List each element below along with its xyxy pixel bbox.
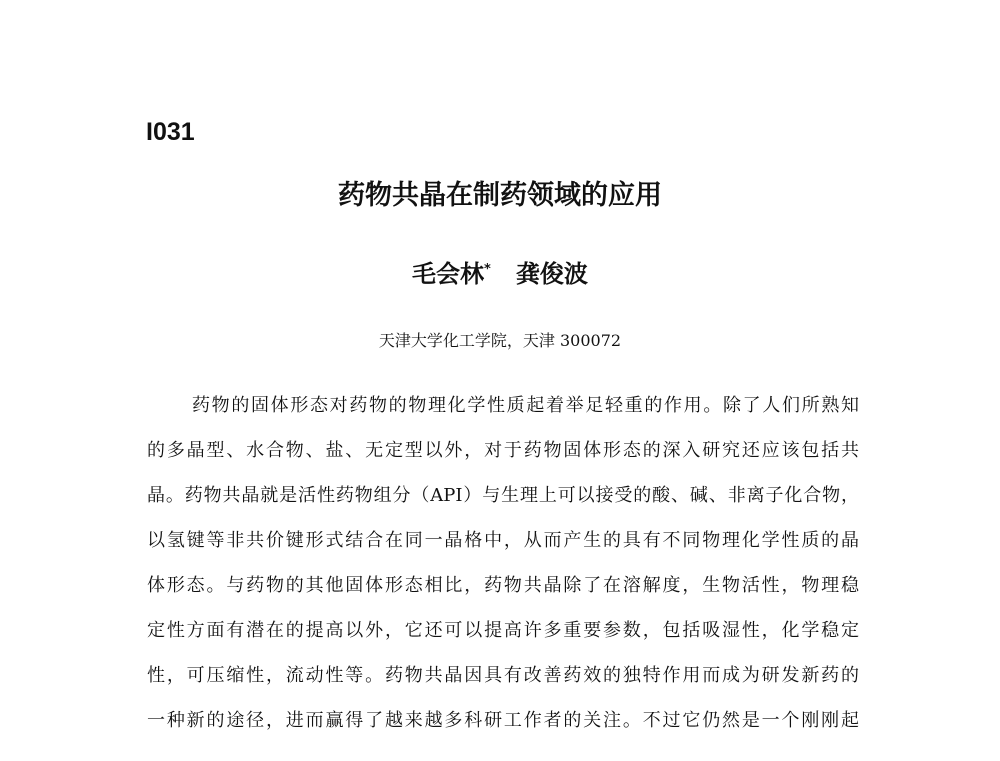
- paragraph-line: 以氢键等非共价键形式结合在同一晶格中，从而产生的具有不同物理化学性质的晶: [147, 530, 859, 551]
- paragraph-line: 定性方面有潜在的提高以外，它还可以提高许多重要参数，包括吸湿性，化学稳定: [147, 620, 859, 641]
- paragraph-line: 晶。药物共晶就是活性药物组分（API）与生理上可以接受的酸、碱、非离子化合物，: [147, 485, 859, 506]
- paragraph-line: 体形态。与药物的其他固体形态相比，药物共晶除了在溶解度，生物活性，物理稳: [147, 575, 859, 596]
- author-name: 龚俊波: [515, 260, 588, 288]
- author-name: 毛会林: [412, 260, 485, 288]
- abstract-paragraph: [147, 392, 859, 752]
- paragraph-line: 一种新的途径，进而赢得了越来越多科研工作者的关注。不过它仍然是一个刚刚起: [147, 710, 859, 731]
- paragraph-line: 性，可压缩性，流动性等。药物共晶因具有改善药效的独特作用而成为研发新药的: [147, 665, 859, 686]
- authors: [0, 254, 1000, 289]
- affiliation: 天津大学化工学院，天津 300072: [378, 331, 622, 350]
- corresponding-mark: *: [484, 262, 491, 277]
- abstract-code: I031: [146, 118, 195, 146]
- paper-title: 药物共晶在制药领域的应用: [338, 180, 662, 211]
- paragraph-line: 药物的固体形态对药物的物理化学性质起着举足轻重的作用。除了人们所熟知: [192, 395, 859, 416]
- paragraph-line: 的多晶型、水合物、盐、无定型以外，对于药物固体形态的深入研究还应该包括共: [147, 440, 859, 461]
